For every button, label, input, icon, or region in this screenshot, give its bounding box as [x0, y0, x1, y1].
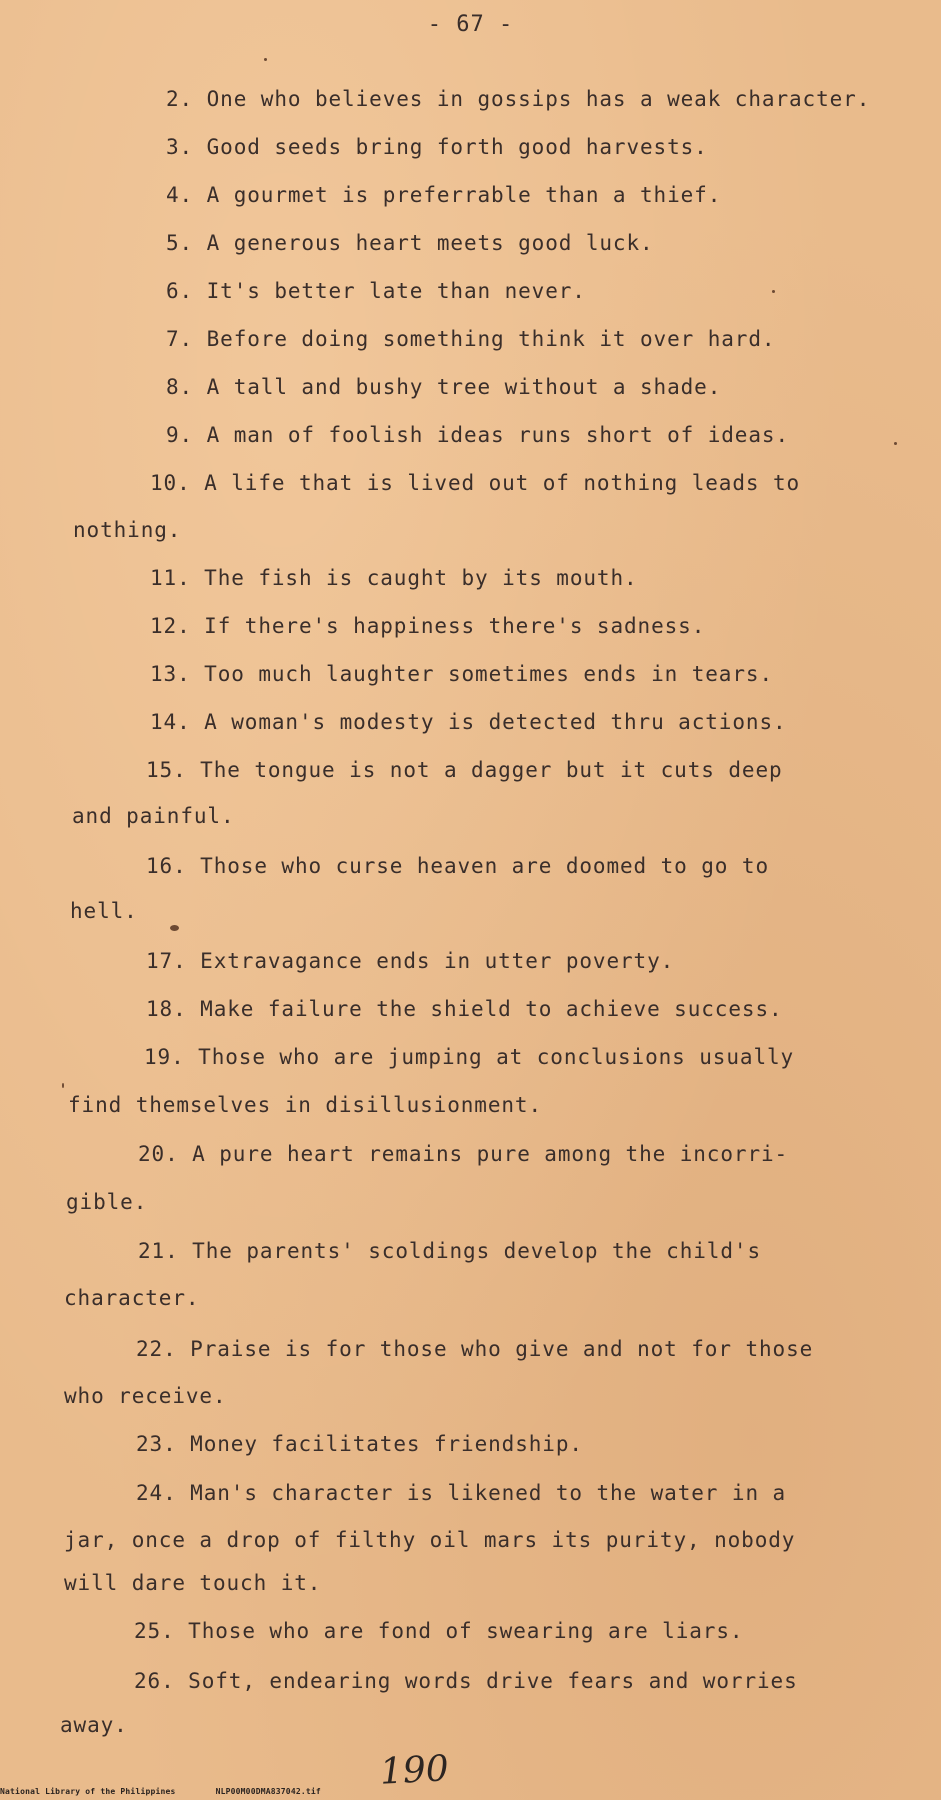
- proverb-line: 16. Those who curse heaven are doomed to go to: [146, 854, 769, 878]
- footer: [0, 1787, 321, 1796]
- proverb-line: 15. The tongue is not a dagger but it cuts deep: [146, 758, 783, 782]
- proverb-line: 21. The parents' scoldings develop the child's: [138, 1239, 761, 1263]
- page-number: - 67 -: [427, 12, 514, 37]
- proverb-continuation: hell.: [70, 899, 138, 923]
- ink-speck: [772, 290, 775, 293]
- proverb-line: 12. If there's happiness there's sadness.: [150, 614, 706, 638]
- proverb-continuation: and painful.: [72, 804, 235, 828]
- handwritten-page-number: 190: [378, 1748, 450, 1793]
- proverb-continuation: away.: [60, 1713, 128, 1737]
- proverb-line: 7. Before doing something think it over hard.: [166, 327, 776, 351]
- proverb-line: 26. Soft, endearing words drive fears and worries: [134, 1669, 798, 1693]
- proverb-continuation: find themselves in disillusionment.: [68, 1093, 543, 1117]
- proverb-continuation: who receive.: [64, 1384, 227, 1408]
- proverb-line: 13. Too much laughter sometimes ends in tears.: [150, 662, 773, 686]
- proverb-line: 22. Praise is for those who give and not for those: [136, 1337, 814, 1361]
- ink-speck: [264, 58, 267, 61]
- ink-speck: [62, 1083, 64, 1088]
- footer-catalog-id: NLP00M00DMA837042.tif: [215, 1787, 321, 1796]
- proverb-line: 6. It's better late than never.: [166, 279, 586, 303]
- proverb-continuation: nothing.: [73, 518, 182, 542]
- proverb-line: 19. Those who are jumping at conclusions usually: [144, 1045, 795, 1069]
- proverb-continuation: will dare touch it.: [64, 1571, 322, 1595]
- proverb-line: 18. Make failure the shield to achieve success.: [146, 997, 783, 1021]
- footer-institution: National Library of the Philippines: [0, 1787, 176, 1796]
- proverb-line: 24. Man's character is likened to the water in a: [136, 1481, 787, 1505]
- proverb-line: 3. Good seeds bring forth good harvests.: [166, 135, 708, 159]
- proverb-line: 23. Money facilitates friendship.: [136, 1432, 583, 1456]
- ink-speck: [170, 925, 179, 931]
- proverb-continuation: character.: [64, 1286, 200, 1310]
- proverb-line: 2. One who believes in gossips has a weak character.: [166, 87, 871, 111]
- proverb-continuation: jar, once a drop of filthy oil mars its purity, nobody: [64, 1528, 796, 1552]
- proverb-line: 14. A woman's modesty is detected thru actions.: [150, 710, 787, 734]
- proverb-line: 4. A gourmet is preferrable than a thief.: [166, 183, 722, 207]
- proverb-line: 11. The fish is caught by its mouth.: [150, 566, 638, 590]
- proverb-continuation: gible.: [66, 1190, 148, 1214]
- proverb-line: 20. A pure heart remains pure among the incorri-: [138, 1142, 789, 1166]
- proverb-line: 8. A tall and bushy tree without a shade.: [166, 375, 722, 399]
- proverb-line: 5. A generous heart meets good luck.: [166, 231, 654, 255]
- proverb-line: 9. A man of foolish ideas runs short of ideas.: [166, 423, 789, 447]
- proverb-line: 25. Those who are fond of swearing are liars.: [134, 1619, 744, 1643]
- ink-speck: [894, 442, 897, 445]
- proverb-line: 17. Extravagance ends in utter poverty.: [146, 949, 675, 973]
- proverb-line: 10. A life that is lived out of nothing leads to: [150, 471, 801, 495]
